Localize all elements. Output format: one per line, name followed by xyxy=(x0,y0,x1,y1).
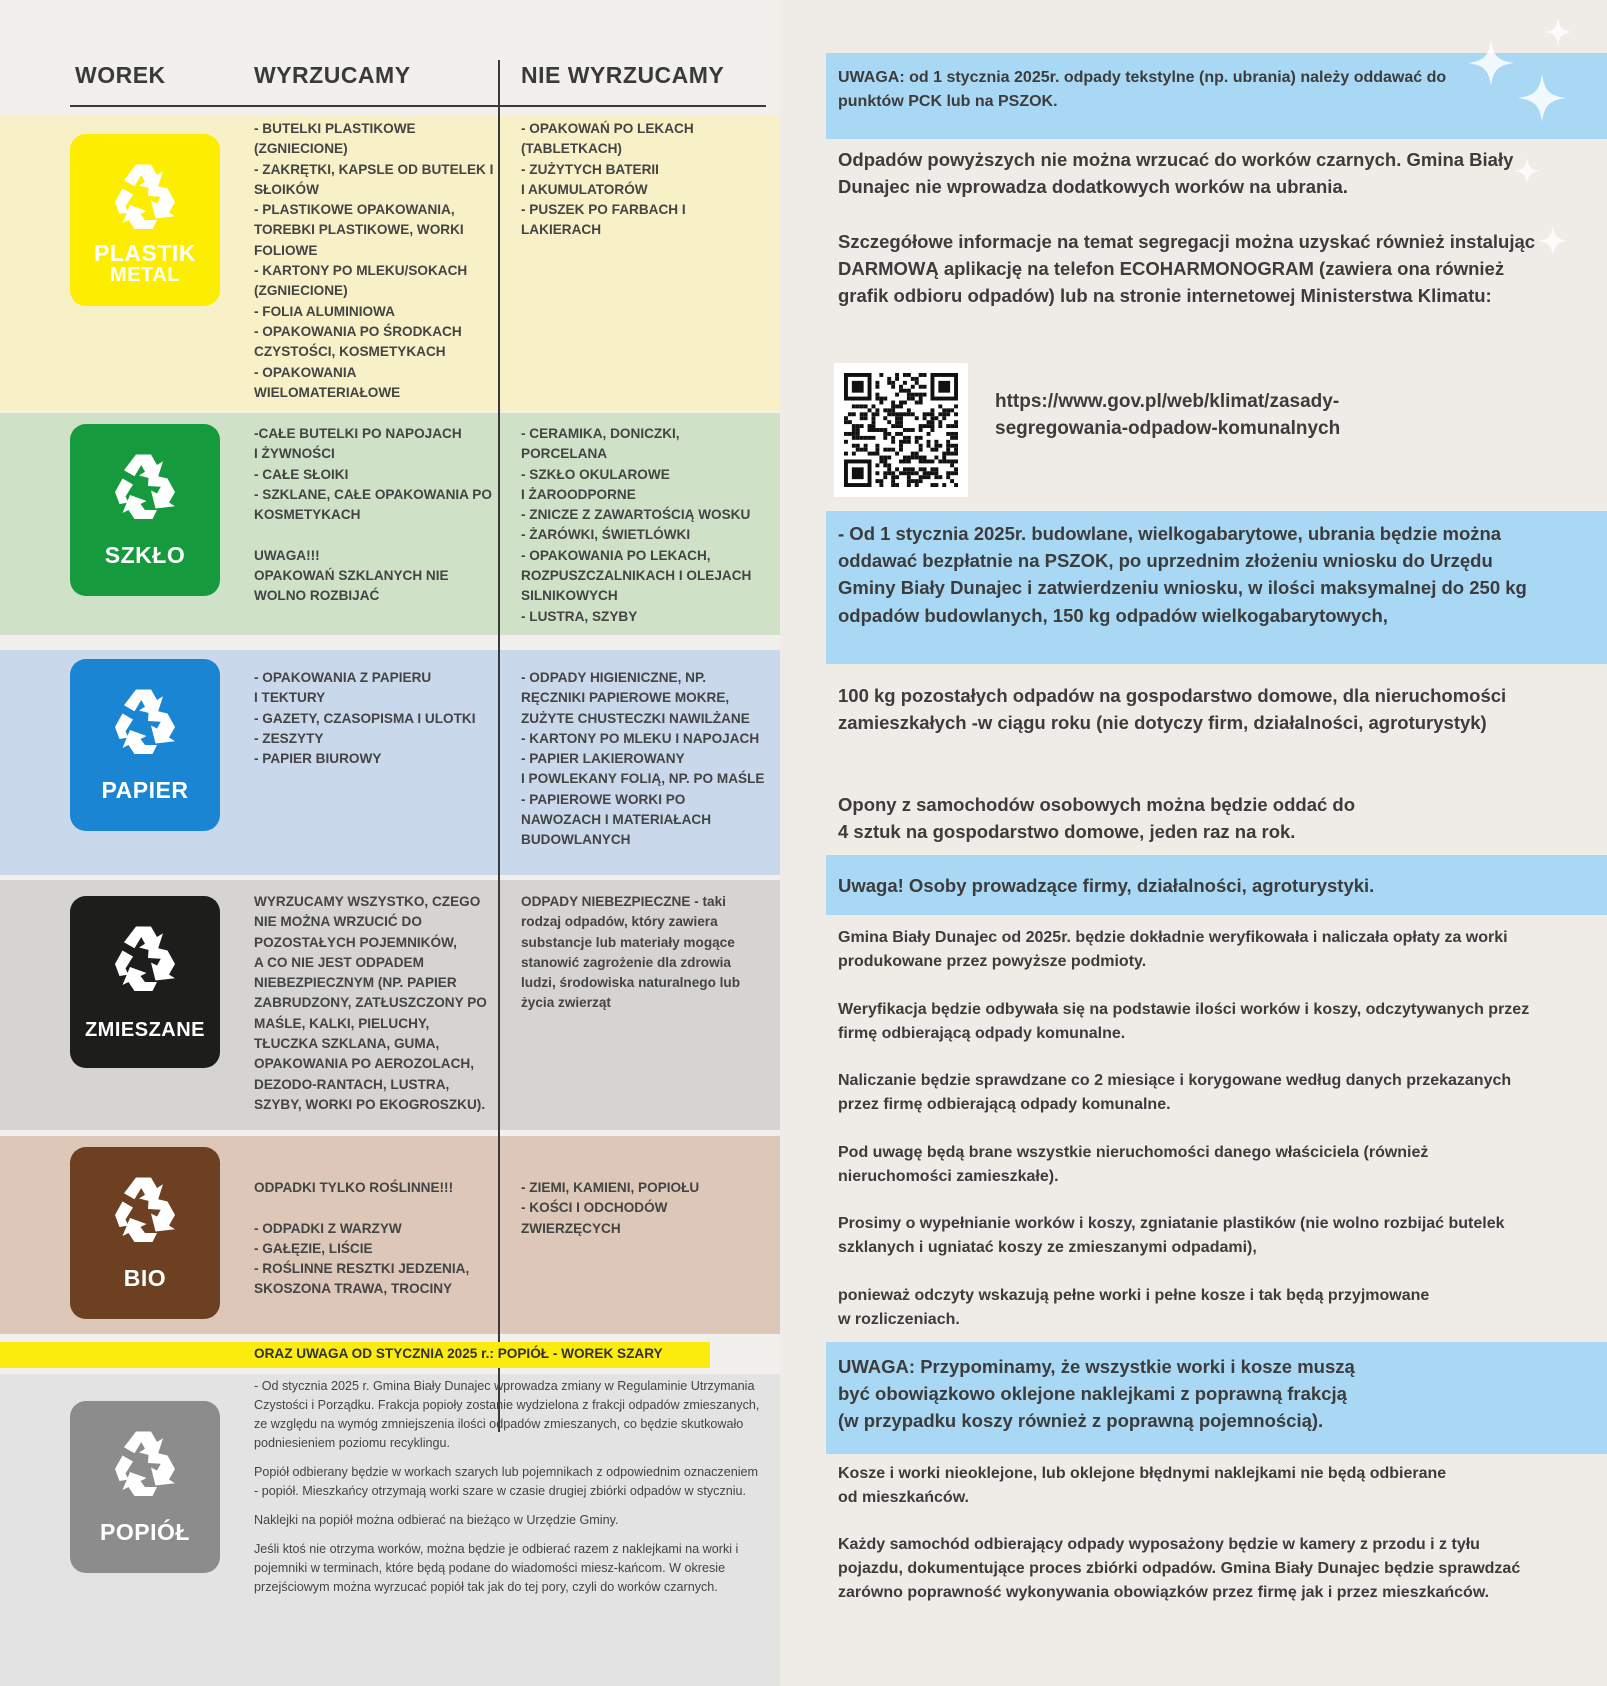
popiol-banner-text: ORAZ UWAGA OD STYCZNIA 2025 r.: POPIÓŁ - WOREK SZARY xyxy=(254,1346,663,1361)
header-bag: WOREK xyxy=(75,62,166,88)
popiol-paragraph: Popiół odbierany będzie w workach szarych lub pojemnikach z odpowiednim oznaczeniem - popiół. Mieszkańcy otrzymają worki szare w czasie drugiej zbiórki odpadów w styczniu. xyxy=(254,1465,759,1498)
dont-throw-list-bio: - ZIEMI, KAMIENI, POPIOŁU - KOŚCI I ODCHODÓW ZWIERZĘCYCH xyxy=(521,1180,700,1236)
popiol-paragraph: Jeśli ktoś nie otrzyma worków, można będzie je odbierać razem z naklejkami na worki i pojemniki w terminach, które będą podane do wiadomości miesz-kańcom. W okresie przejściowym można wyrzucać popiół tak jak do tej pory, czyli do worków czarnych. xyxy=(254,1542,739,1594)
bag-papier xyxy=(70,659,220,831)
popiol-paragraph: - Od stycznia 2025 r. Gmina Biały Dunajec wprowadza zmiany w Regulaminie Utrzymania Czystości i Porządku. Frakcja popioły zostanie wydzielona z frakcji odpadów zmieszanych, ze względu na wymóg zmniejszenia ilości odpadów zmieszanych, co będzie skutkowało podniesieniem poziomu recyklingu. xyxy=(254,1379,760,1450)
sparkle-icon xyxy=(1468,40,1514,86)
paragraph-unlabeled-bins: Kosze i worki nieoklejone, lub oklejone błędnymi naklejkami nie będą odbierane od mieszkańców. xyxy=(838,1465,1447,1506)
dont-throw-list-zmieszane: ODPADY NIEBEZPIECZNE - taki rodzaj odpadów, który zawiera substancje lub materiały mogące stanowić zagrożenie dla zdrowia ludzi, środowiska naturalnego lub życia zwierząt xyxy=(521,894,741,1011)
paragraph-billing-period: Naliczanie będzie sprawdzane co 2 miesiące i korygowane według danych przekazanych przez firmę odbierającą odpady komunalne. xyxy=(838,1072,1512,1113)
dont-throw-list-papier: - ODPADY HIGIENICZNE, NP. RĘCZNIKI PAPIEROWE MOKRE, ZUŻYTE CHUSTECZKI NAWILŻANE - KARTONY PO MLEKU I NAPOJACH - PAPIER LAKIEROWANY I POWLEKANY FOLIĄ, NP. PO MAŚLE - PAPIEROWE WORKI PO NAWOZACH I MATERIAŁACH BUDOWLANYCH xyxy=(521,670,765,848)
qr-code[interactable] xyxy=(834,363,968,497)
recycle-icon xyxy=(107,160,183,232)
paragraph-household-limit: 100 kg pozostałych odpadów na gospodarstwo domowe, dla nieruchomości zamieszkałych -w ciągu roku (nie dotyczy firm, działalności, agroturystyk) xyxy=(838,685,1507,734)
paragraph-compaction: Prosimy o wypełnianie worków i koszy, zgniatanie plastików (nie wolno rozbijać butelek szklanych i ugniatać koszy ze zmieszanymi odpadami), xyxy=(838,1215,1505,1256)
paragraph-properties: Pod uwagę będą brane wszystkie nieruchomości danego właściciela (również nieruchomości zamieszkałe). xyxy=(838,1144,1429,1185)
bag-label: PAPIER xyxy=(101,777,189,803)
paragraph-tyres: Opony z samochodów osobowych można będzie oddać do 4 sztuk na gospodarstwo domowe, jeden raz na rok. xyxy=(838,794,1356,843)
throw-list-plastik: - BUTELKI PLASTIKOWE (ZGNIECIONE) - ZAKRĘTKI, KAPSLE OD BUTELEK I SŁOIKÓW - PLASTIKOWE OPAKOWANIA, TOREBKI PLASTIKOWE, WORKI FOLIOWE - KARTONY PO MLEKU/SOKACH (ZGNIECIONE) - FOLIA ALUMINIOWA - OPAKOWANIA PO ŚRODKACH CZYSTOŚCI, KOSMETYKACH - OPAKOWANIA WIELOMATERIAŁOWE xyxy=(254,121,494,400)
throw-list-bio: ODPADKI TYLKO ROŚLINNE!!! - ODPADKI Z WARZYW - GAŁĘZIE, LIŚCIE - ROŚLINNE RESZTKI JEDZENIA, SKOSZONA TRAWA, TROCINY xyxy=(254,1180,470,1297)
header-dont-throw: NIE WYRZUCAMY xyxy=(521,62,725,88)
popiol-description xyxy=(254,1377,764,1607)
bag-label: SZKŁO xyxy=(104,542,186,568)
throw-list-zmieszane: WYRZUCAMY WSZYSTKO, CZEGO NIE MOŻNA WRZUCIĆ DO POZOSTAŁYCH POJEMNIKÓW, A CO NIE JEST ODPADEM NIEBEZPIECZNYM (NP. PAPIER ZABRUDZONY, ZATŁUSZCZONY PO MAŚLE, KALKI, PIELUCHY, TŁUCZKA SZKLANA, GUMA, OPAKOWANIA PO AEROZOLACH, DEZODO-RANTACH, LUSTRA, SZYBY, WORKI PO EKOGROSZKU). xyxy=(254,894,487,1112)
recycle-icon xyxy=(107,685,183,757)
dont-throw-list-szklo: - CERAMIKA, DONICZKI, PORCELANA - SZKŁO OKULAROWE I ŻAROODPORNE - ZNICZE Z ZAWARTOŚCIĄ WOSKU - ŻARÓWKI, ŚWIETLÓWKI - OPAKOWANIA PO LEKACH, ROZPUSZCZALNIKACH I OLEJACH SILNIKOWYCH - LUSTRA, SZYBY xyxy=(521,426,752,624)
bag-popiol xyxy=(70,1401,220,1573)
paragraph-verification-basis: Weryfikacja będzie odbywała się na podstawie ilości worków i koszy, odczytywanych przez firmę odbierającą odpady komunalne. xyxy=(838,1001,1530,1042)
paragraph-full-bags: ponieważ odczyty wskazują pełne worki i pełne kosze i tak będą przyjmowane w rozliczeniach. xyxy=(838,1287,1430,1328)
sparkle-icon xyxy=(1518,74,1566,122)
bag-label-secondary: METAL xyxy=(110,264,180,286)
bag-label: POPIÓŁ xyxy=(100,1519,190,1545)
qr-code-pattern xyxy=(844,373,958,487)
sparkle-icon xyxy=(1544,18,1572,46)
paragraph-no-black-bags: Odpadów powyższych nie można wrzucać do worków czarnych. Gmina Biały Dunajec nie wprowadza dodatkowych worków na ubrania. xyxy=(838,149,1514,198)
notice-stickers: UWAGA: Przypominamy, że wszystkie worki i kosze muszą być obowiązkowo oklejone naklejkami z poprawną frakcją (w przypadku koszy również z poprawną pojemnością). xyxy=(838,1356,1355,1432)
ministry-url-link[interactable]: https://www.gov.pl/web/klimat/zasady- segregowania-odpadow-komunalnych xyxy=(995,391,1341,439)
notice-business: Uwaga! Osoby prowadzące firmy, działalności, agroturystyki. xyxy=(838,875,1375,896)
sparkle-icon xyxy=(1514,158,1540,184)
column-divider xyxy=(498,60,500,1432)
paragraph-app-info: Szczegółowe informacje na temat segregacji można uzyskać również instalując DARMOWĄ aplikację na telefon ECOHARMONOGRAM (zawiera ona również grafik odbioru odpadów) lub na stronie internetowej Ministerstwa Klimatu: xyxy=(838,231,1536,307)
bag-label: BIO xyxy=(123,1265,167,1291)
bag-label: PLASTIK xyxy=(94,240,196,266)
popiol-paragraph: Naklejki na popiół można odbierać na bieżąco w Urzędzie Gminy. xyxy=(254,1513,619,1527)
throw-list-szklo: -CAŁE BUTELKI PO NAPOJACH I ŻYWNOŚCI - CAŁE SŁOIKI - SZKLANE, CAŁE OPAKOWANIA PO KOSMETYKACH UWAGA!!! OPAKOWAŃ SZKLANYCH NIE WOLNO ROZBIJAĆ xyxy=(254,426,492,604)
bag-szklo xyxy=(70,424,220,596)
recycle-icon xyxy=(107,1427,183,1499)
bag-zmieszane xyxy=(70,896,220,1068)
bag-bio xyxy=(70,1147,220,1319)
recycle-icon xyxy=(107,922,183,994)
throw-list-papier: - OPAKOWANIA Z PAPIERU I TEKTURY - GAZETY, CZASOPISMA I ULOTKI - ZESZYTY - PAPIER BIUROWY xyxy=(254,670,476,767)
header-underline xyxy=(70,105,766,107)
bag-label: ZMIESZANE xyxy=(84,1019,206,1041)
popiol-banner xyxy=(0,1342,710,1368)
paragraph-cameras: Każdy samochód odbierający odpady wyposażony będzie w kamery z przodu i z tyłu pojazdu, dokumentujące proces zbiórki odpadów. Gmina Biały Dunajec będzie sprawdzać zarówno poprawność wykonywania obowiązków przez firmę jak i przez mieszkańców. xyxy=(838,1536,1521,1601)
bag-plastik xyxy=(70,134,220,306)
dont-throw-list-plastik: - OPAKOWAŃ PO LEKACH (TABLETKACH) - ZUŻYTYCH BATERII I AKUMULATORÓW - PUSZEK PO FARBACH I LAKIERACH xyxy=(521,121,694,238)
notice-pszok: - Od 1 stycznia 2025r. budowlane, wielkogabarytowe, ubrania będzie można oddawać bezpłatnie na PSZOK, po uprzednim złożeniu wniosku do Urzędu Gminy Biały Dunajec i zatwierdzeniu wniosku, w ilości maksymalnej do 250 kg odpadów budowlanych, 150 kg odpadów wielkogabarytowych, xyxy=(838,523,1527,626)
notice-textiles: UWAGA: od 1 stycznia 2025r. odpady tekstylne (np. ubrania) należy oddawać do punktów PCK lub na PSZOK. xyxy=(838,69,1447,110)
paragraph-verification-fees: Gmina Biały Dunajec od 2025r. będzie dokładnie weryfikowała i naliczała opłaty za worki produkowane przez powyższe podmioty. xyxy=(838,929,1508,970)
recycle-icon xyxy=(107,450,183,522)
recycle-icon xyxy=(107,1173,183,1245)
sparkle-icon xyxy=(1538,226,1568,256)
header-throw: WYRZUCAMY xyxy=(254,62,411,88)
